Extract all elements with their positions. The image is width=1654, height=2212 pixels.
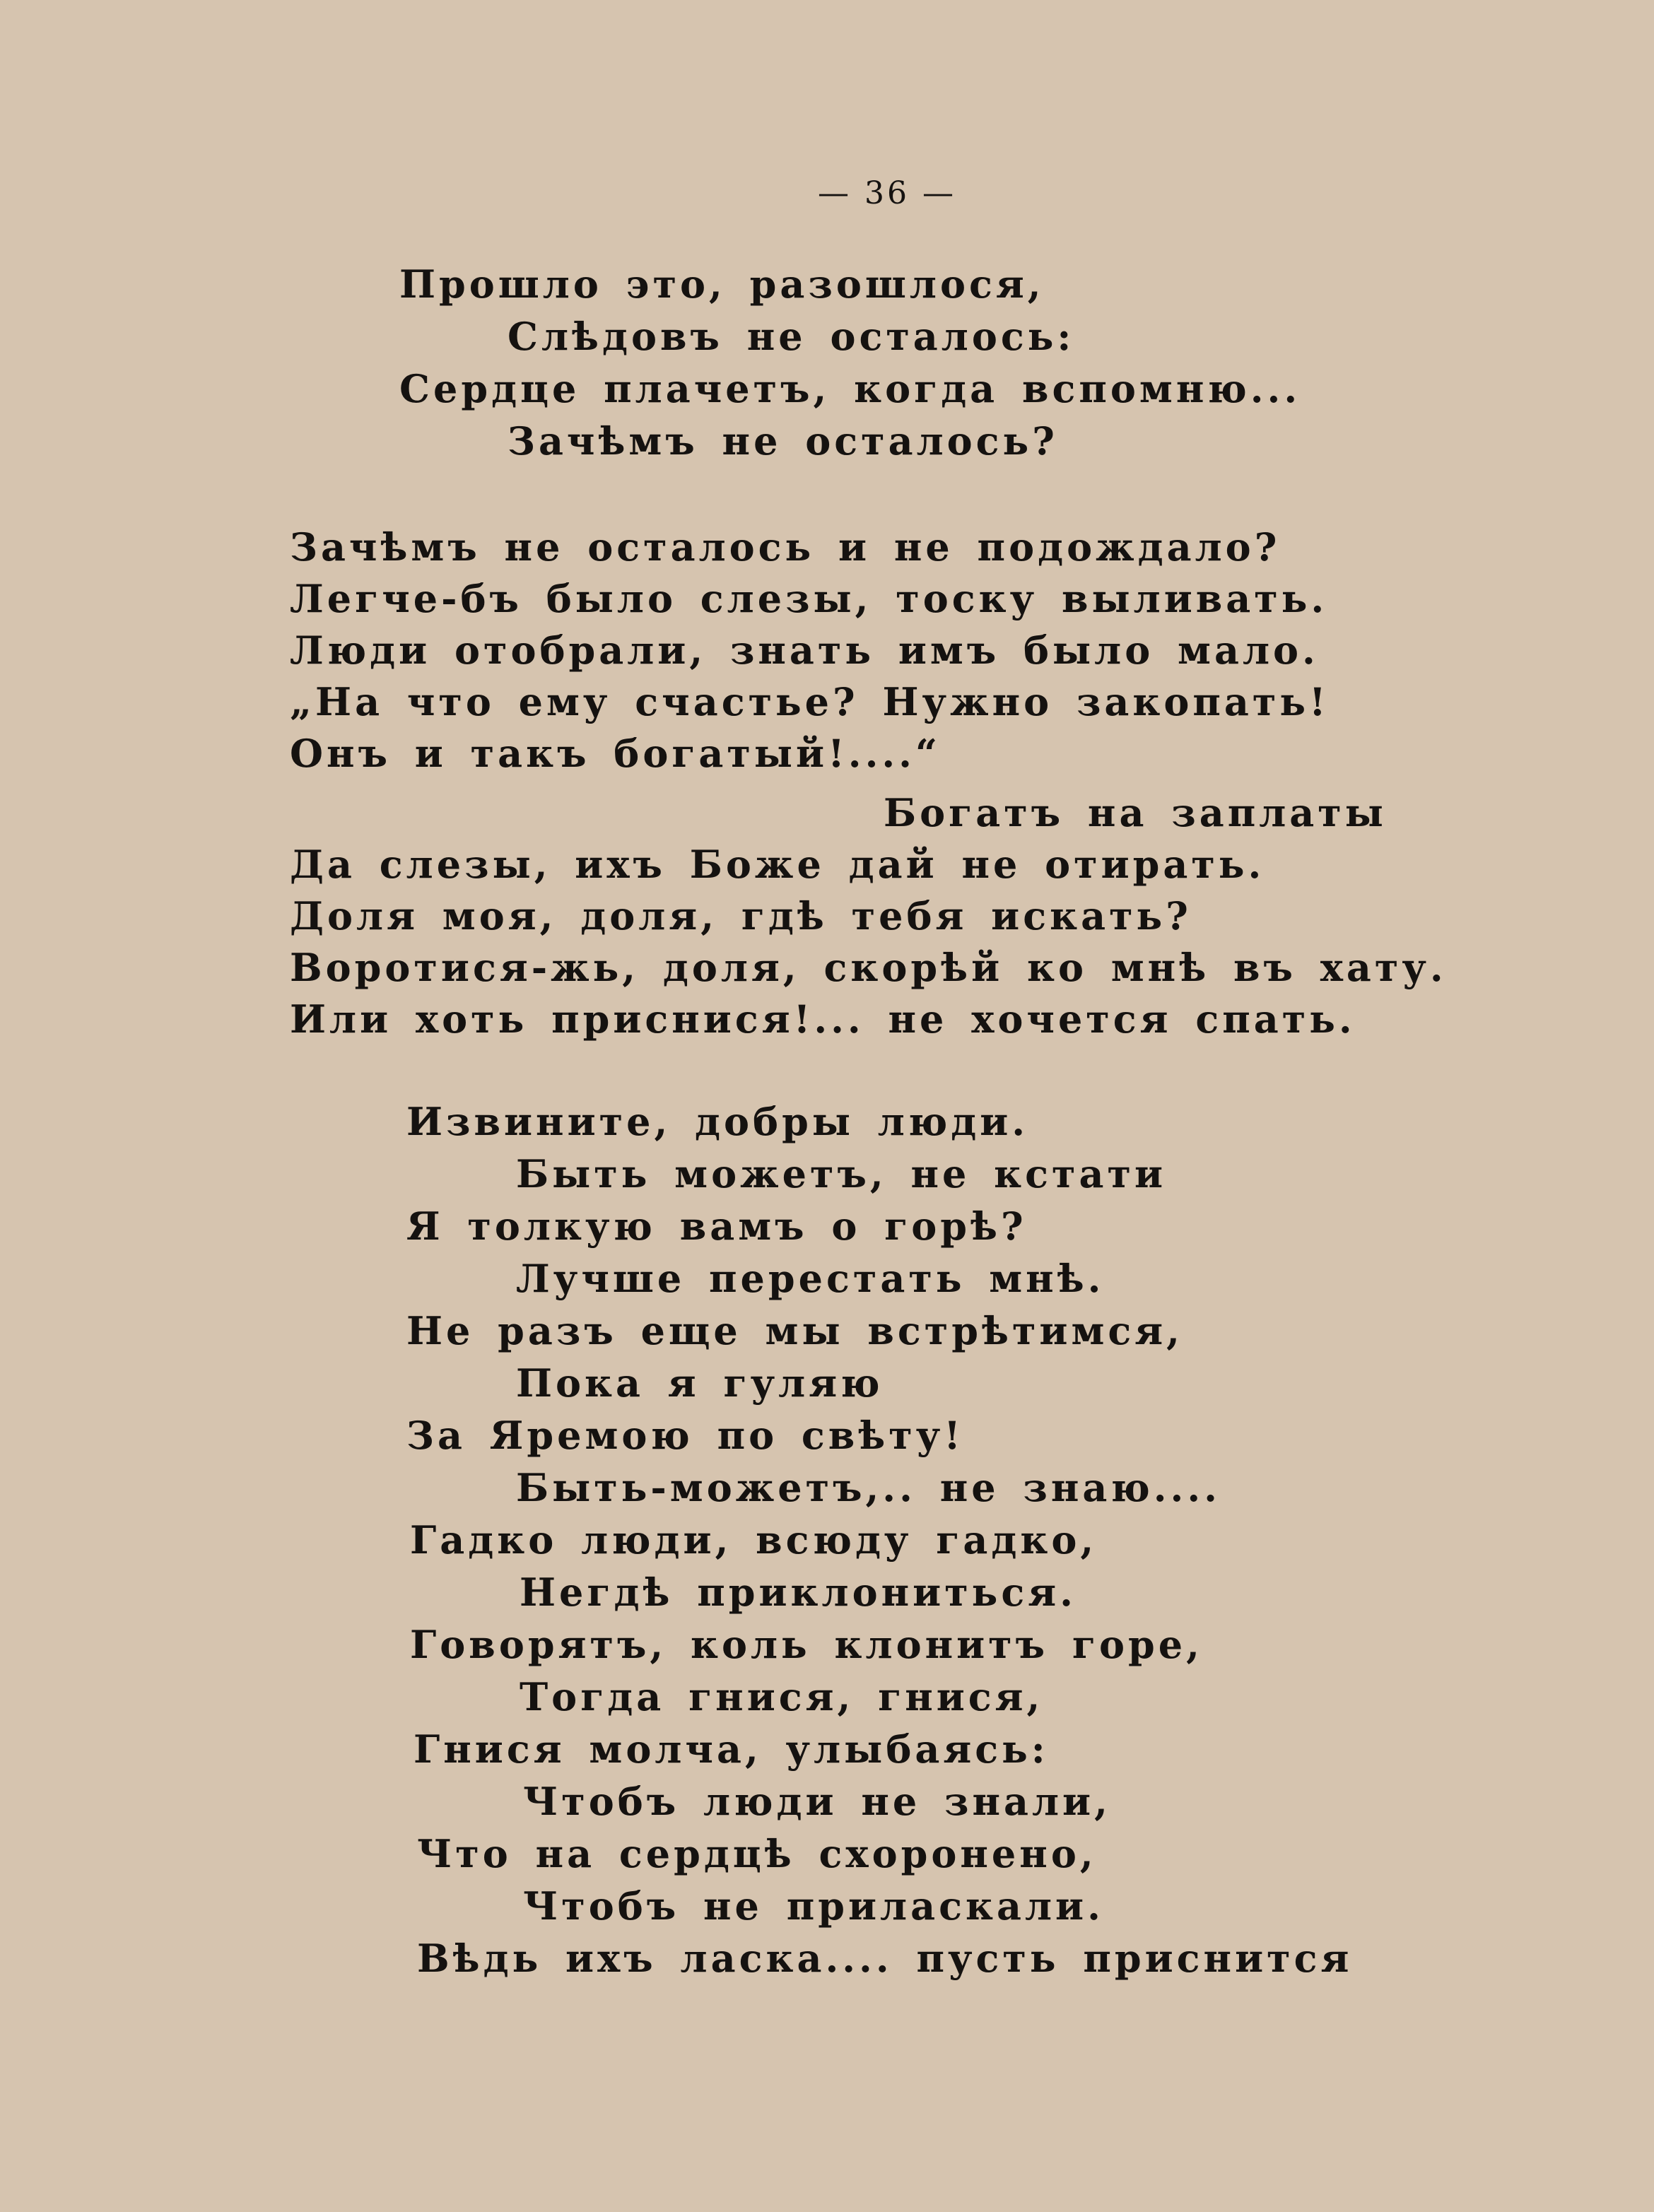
poem-line: За Яремою по свѣту! bbox=[406, 1413, 965, 1458]
poem-line: Чтобъ люди не знали, bbox=[523, 1779, 1111, 1824]
poem-line: Вѣдь ихъ ласка.... пусть приснится bbox=[417, 1936, 1353, 1981]
poem-line: Гнися молча, улыбаясь: bbox=[414, 1726, 1049, 1772]
poem-line: Говорятъ, коль клонитъ горе, bbox=[410, 1622, 1203, 1667]
poem-line: Негдѣ приклониться. bbox=[520, 1570, 1077, 1615]
poem-line: Воротися-жь, доля, скорѣй ко мнѣ въ хату. bbox=[290, 945, 1447, 990]
poem-line: Или хоть приснися!... не хочется спать. bbox=[290, 996, 1356, 1042]
poem-line: Онъ и такъ богатый!....“ bbox=[290, 731, 942, 776]
poem-line: Что на сердцѣ схоронено, bbox=[417, 1831, 1097, 1876]
poem-line: Богатъ на заплаты bbox=[884, 790, 1387, 835]
poem-line: Извините, добры люди. bbox=[406, 1099, 1029, 1144]
poem-line: Доля моя, доля, гдѣ тебя искать? bbox=[290, 893, 1192, 939]
poem-line: Не разъ еще мы встрѣтимся, bbox=[406, 1308, 1183, 1353]
poem-line: Быть можетъ, не кстати bbox=[516, 1151, 1166, 1196]
page-number: — 36 — bbox=[818, 175, 956, 211]
poem-line: Слѣдовъ не осталось: bbox=[508, 314, 1075, 359]
poem-line: Легче-бъ было слезы, тоску выливать. bbox=[290, 576, 1328, 621]
poem-line: Гадко люди, всюду гадко, bbox=[410, 1517, 1098, 1563]
poem-line: Быть-можетъ,.. не знаю.... bbox=[516, 1465, 1221, 1510]
poem-line: Прошло это, разошлося, bbox=[399, 261, 1045, 307]
poem-line: Зачѣмъ не осталось и не подождало? bbox=[290, 524, 1281, 570]
poem-line: Зачѣмъ не осталось? bbox=[508, 418, 1058, 464]
poem-line: Люди отобрали, знать имъ было мало. bbox=[290, 628, 1319, 673]
poem-line: Чтобъ не приласкали. bbox=[523, 1883, 1104, 1929]
poem-line: Да слезы, ихъ Боже дай не отирать. bbox=[290, 842, 1265, 887]
poem-line: Тогда гнися, гнися, bbox=[520, 1674, 1044, 1719]
poem-line: Сердце плачетъ, когда вспомню... bbox=[399, 366, 1301, 411]
poem-line: „На что ему счастье? Нужно закопать! bbox=[290, 679, 1330, 724]
poem-line: Лучше перестать мнѣ. bbox=[516, 1256, 1105, 1301]
poem-line: Я толкую вамъ о горѣ? bbox=[406, 1204, 1027, 1249]
poem-line: Пока я гуляю bbox=[516, 1360, 884, 1406]
